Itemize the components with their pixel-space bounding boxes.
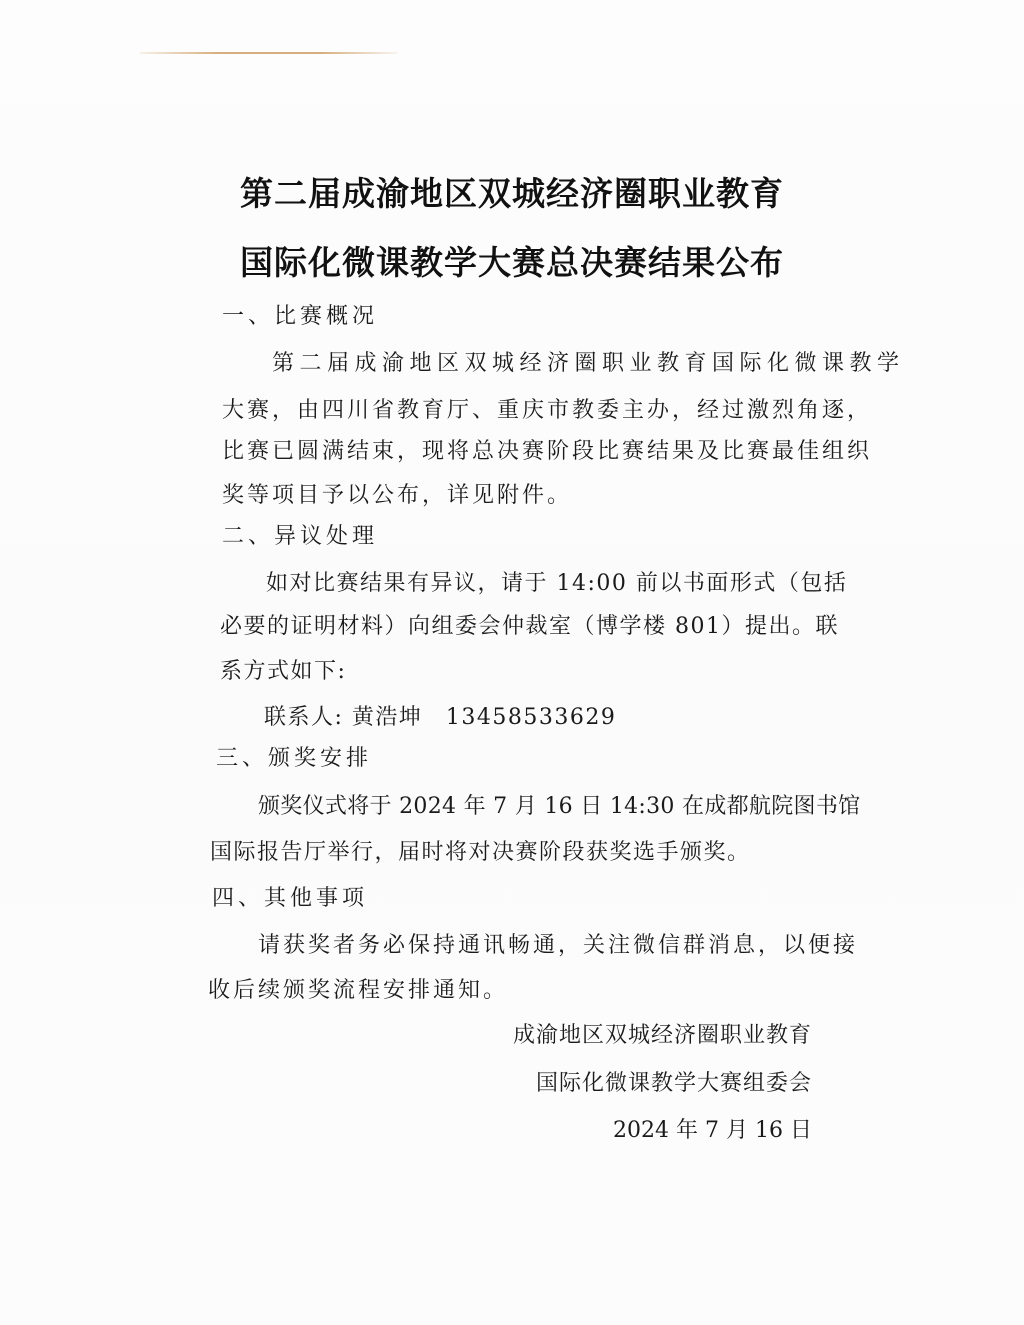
signature-date: 2024 年 7 月 16 日 [613, 1118, 812, 1143]
section-heading-overview: 一、比赛概况 [222, 304, 379, 329]
document-title-line-1: 第二届成渝地区双城经济圈职业教育 [240, 174, 784, 213]
paragraph-line: 比赛已圆满结束，现将总决赛阶段比赛结果及比赛最佳组织 [222, 439, 873, 464]
paragraph-line: 必要的证明材料）向组委会仲裁室（博学楼 801）提出。联 [220, 614, 839, 639]
section-heading-other: 四、其他事项 [212, 886, 369, 911]
paragraph-line: 奖等项目予以公布，详见附件。 [222, 483, 573, 508]
section-heading-awards: 三、颁奖安排 [216, 746, 373, 771]
paragraph-line: 系方式如下: [220, 659, 347, 684]
signature-org-line-1: 成渝地区双城经济圈职业教育 [512, 1023, 812, 1048]
paragraph-line: 第二届成渝地区双城经济圈职业教育国际化微课教学 [272, 351, 905, 376]
contact-line: 联系人: 黄浩坤 13458533629 [264, 705, 617, 730]
paragraph-line: 收后续颁奖流程安排通知。 [208, 978, 509, 1003]
paragraph-line: 大赛，由四川省教育厅、重庆市教委主办，经过激烈角逐， [222, 398, 873, 423]
document-title-line-2: 国际化微课教学大赛总决赛结果公布 [240, 243, 784, 282]
section-heading-objections: 二、异议处理 [222, 524, 379, 549]
paragraph-line: 请获奖者务必保持通讯畅通，关注微信群消息，以便接 [258, 933, 859, 958]
scan-artifact-line [140, 52, 398, 54]
paragraph-line: 国际报告厅举行，届时将对决赛阶段获奖选手颁奖。 [210, 840, 751, 865]
paragraph-line: 颁奖仪式将于 2024 年 7 月 16 日 14:30 在成都航院图书馆 [258, 794, 861, 819]
paragraph-line: 如对比赛结果有异议，请于 14:00 前以书面形式（包括 [266, 571, 848, 596]
signature-org-line-2: 国际化微课教学大赛组委会 [535, 1071, 812, 1096]
